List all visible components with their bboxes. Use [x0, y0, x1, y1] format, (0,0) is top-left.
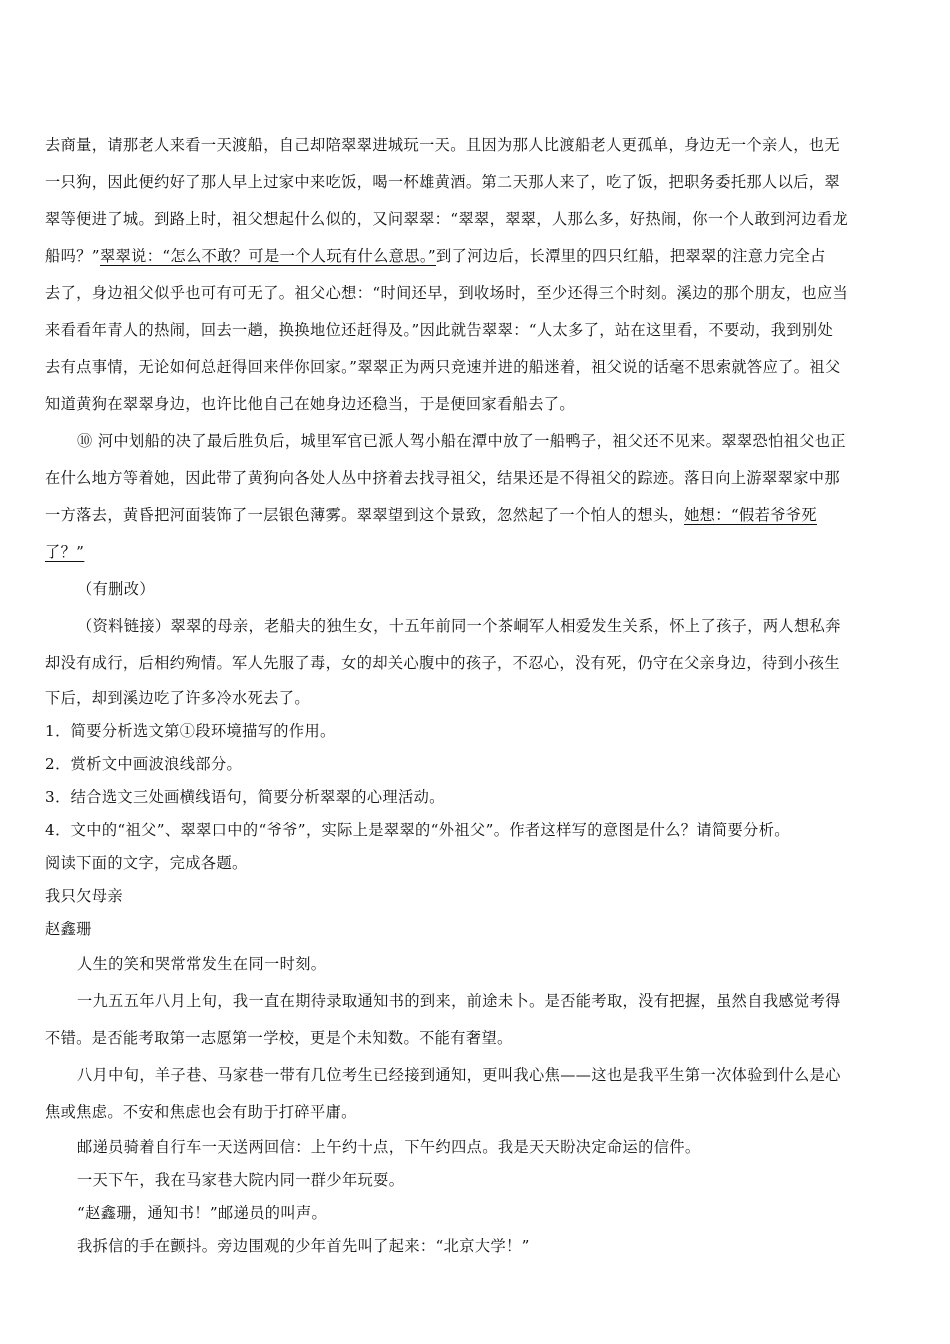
passage-text: 到了河边后，长潭里的四只红船，把翠翠的注意力完全占: [436, 247, 826, 265]
reference-link-line: （资料链接）翠翠的母亲，老船夫的独生女，十五年前同一个茶峒军人相爱发生关系，怀上了孩子，两人想私奔: [77, 617, 841, 635]
passage-line: 知道黄狗在翠翠身边，也许比他自己在她身边还稳当，于是便回家看船去了。: [45, 395, 575, 413]
question-3: 3．结合选文三处画横线语句，简要分析翠翠的心理活动。: [45, 788, 445, 806]
underlined-sentence: 翠翠说：“怎么不敢？可是一个人玩有什么意思。”: [99, 247, 437, 265]
reading-instruction: 阅读下面的文字，完成各题。: [45, 854, 248, 872]
article-paragraph: 我拆信的手在颤抖。旁边围观的少年首先叫了起来：“北京大学！”: [77, 1237, 530, 1255]
article-paragraph: “赵鑫珊，通知书！”邮递员的叫声。: [77, 1204, 328, 1222]
passage-line: 翠等便进了城。到路上时，祖父想起什么似的，又问翠翠：“翠翠，翠翠，人那么多，好热闹，你一个人敢到河边看龙: [45, 210, 849, 228]
reference-link-line: 下后，却到溪边吃了许多冷水死去了。: [45, 689, 310, 707]
article-paragraph: 人生的笑和哭常常发生在同一时刻。: [77, 955, 327, 973]
passage-line: 一只狗，因此便约好了那人早上过家中来吃饭，喝一杯雄黄酒。第二天那人来了，吃了饭，把职务委托那人以后，翠: [45, 173, 840, 191]
article-paragraph: 一天下午，我在马家巷大院内同一群少年玩耍。: [77, 1171, 405, 1189]
underlined-sentence: 了？”: [45, 543, 85, 561]
passage-line: [45, 238, 907, 275]
passage-text: 船吗？”: [45, 247, 100, 265]
question-4: 4．文中的“祖父”、翠翠口中的“爷爷”，实际上是翠翠的“外祖父”。作者这样写的意图是什么？请简要分析。: [45, 821, 790, 839]
paragraph-10-line: ⑩ 河中划船的决了最后胜负后，城里军官已派人驾小船在潭中放了一船鸭子，祖父还不见来。翠翠恐怕祖父也正: [77, 432, 847, 450]
paragraph-10-line: 在什么地方等着她，因此带了黄狗向各处人丛中挤着去找寻祖父，结果还是不得祖父的踪迹。落日向上游翠翠家中那: [45, 469, 840, 487]
article-paragraph: 邮递员骑着自行车一天送两回信：上午约十点，下午约四点。我是天天盼决定命运的信件。: [77, 1138, 701, 1156]
underlined-sentence: 她想：“假若爷爷死: [684, 506, 817, 524]
article-author: 赵鑫珊: [45, 920, 92, 938]
passage-line: 来看看年青人的热闹，回去一趟，换换地位还赶得及。”因此就告翠翠：“人太多了，站在这里看，不要动，我到别处: [45, 321, 834, 339]
passage-line: 去了，身边祖父似乎也可有可无了。祖父心想：“时间还早，到收场时，至少还得三个时刻。溪边的那个朋友，也应当: [45, 284, 849, 302]
paragraph-10-line: [45, 534, 907, 571]
passage-line: 去商量，请那老人来看一天渡船，自己却陪翠翠进城玩一天。且因为那人比渡船老人更孤单，身边无一个亲人，也无: [45, 136, 840, 154]
reference-link-line: 却没有成行，后相约殉情。军人先服了毒，女的却关心腹中的孩子，不忍心，没有死，仍守在父亲身边，待到小孩生: [45, 654, 840, 672]
article-paragraph: 焦或焦虑。不安和焦虑也会有助于打碎平庸。: [45, 1103, 357, 1121]
passage-line: 去有点事情，无论如何总赶得回来伴你回家。”翠翠正为两只竞速并进的船迷着，祖父说的话毫不思索就答应了。祖父: [45, 358, 841, 376]
edit-note: （有删改）: [77, 580, 155, 598]
article-title: 我只欠母亲: [45, 887, 123, 905]
paragraph-10-line: [45, 497, 907, 534]
question-2: 2．赏析文中画波浪线部分。: [45, 755, 243, 773]
article-paragraph: 不错。是否能考取第一志愿第一学校，更是个未知数。不能有奢望。: [45, 1029, 513, 1047]
article-paragraph: 八月中旬，羊子巷、马家巷一带有几位考生已经接到通知，更叫我心焦——这也是我平生第一次体验到什么是心: [77, 1066, 841, 1084]
article-paragraph: 一九五五年八月上旬，我一直在期待录取通知书的到来，前途未卜。是否能考取，没有把握，虽然自我感觉考得: [77, 992, 841, 1010]
question-1: 1．简要分析选文第①段环境描写的作用。: [45, 722, 336, 740]
passage-text: 一方落去，黄昏把河面装饰了一层银色薄雾。翠翠望到这个景致，忽然起了一个怕人的想头，: [45, 506, 685, 524]
document-page: [45, 127, 907, 1263]
